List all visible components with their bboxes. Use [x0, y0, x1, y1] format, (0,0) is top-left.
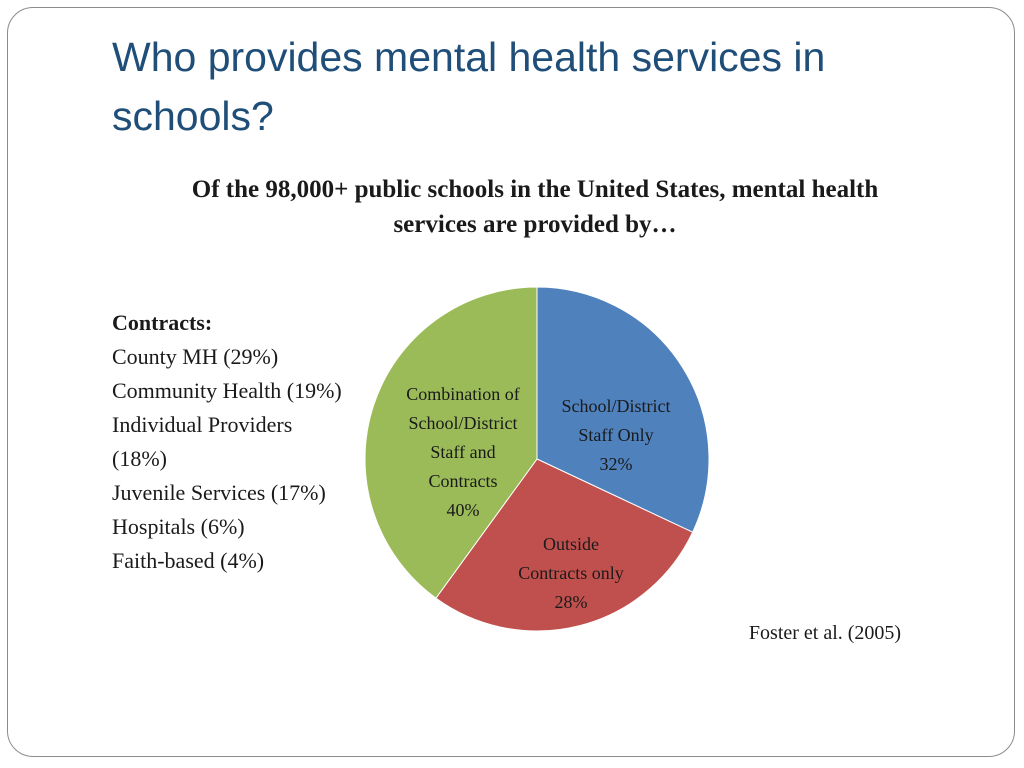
slide-title: Who provides mental health services in schools? — [112, 34, 826, 139]
contracts-item: Individual Providers (18%) — [112, 412, 293, 471]
contracts-item: Community Health (19%) — [112, 378, 342, 403]
citation: Foster et al. (2005) — [748, 622, 902, 644]
pie-slice-label-line: Staff Only — [578, 425, 654, 445]
pie-slice-label-line: Outside — [543, 534, 599, 554]
chart-title: Of the 98,000+ public schools in the United States, mental health services are provided by… — [191, 176, 879, 238]
contracts-heading: Contracts: — [112, 310, 213, 335]
pie-slice-label-line: Contracts — [428, 471, 498, 491]
pie-slice-label-line: School/District — [408, 413, 518, 433]
pie-slice-label-line: 40% — [446, 500, 480, 520]
pie-slice-label-line: Staff and — [430, 442, 496, 462]
pie-slice-label-line: School/District — [561, 396, 671, 416]
contracts-item: Juvenile Services (17%) — [112, 480, 326, 505]
contracts-item: County MH (29%) — [112, 344, 279, 369]
contracts-item: Faith-based (4%) — [112, 548, 265, 573]
pie-slice-label-line: 32% — [599, 454, 633, 474]
contracts-item: Hospitals (6%) — [112, 514, 245, 539]
pie-slice-label-line: Combination of — [406, 384, 520, 404]
pie-slice-label-line: Contracts only — [518, 563, 624, 583]
pie-slice-label-line: 28% — [554, 592, 588, 612]
